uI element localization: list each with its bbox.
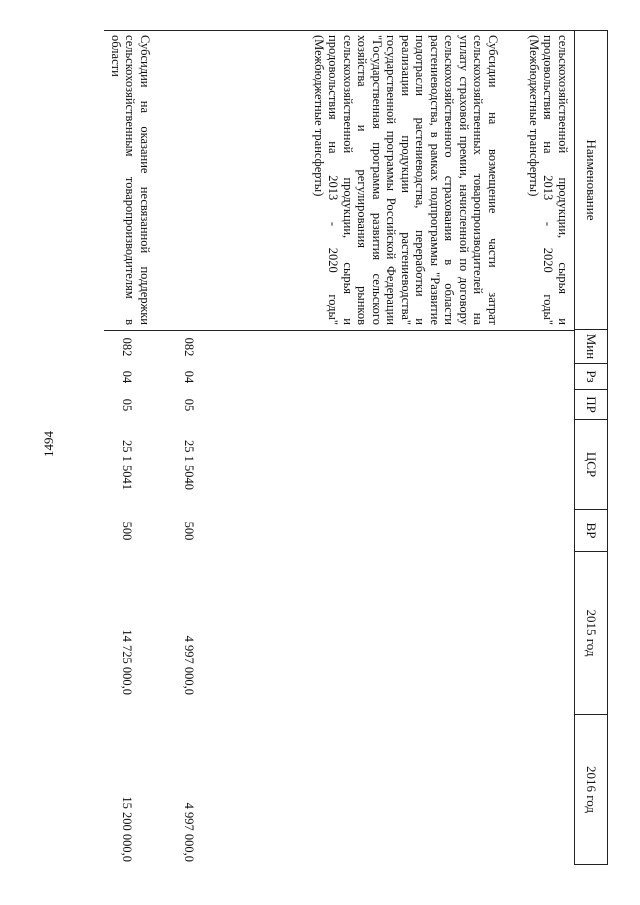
header-name: Наименование <box>574 30 608 330</box>
row-3-min: 082 <box>120 337 134 357</box>
row-2-2016: 4 997 000,0 <box>182 802 196 862</box>
row-3-vr: 500 <box>120 521 134 541</box>
header-pr: ПР <box>574 390 608 420</box>
row-2-rz: 04 <box>182 370 196 384</box>
row-1-name: сельскохозяйственной продукции, сырья и продовольствия на 2013 - 2020 годы" (Межбюджетные трансферты) <box>527 35 570 325</box>
row-3-2016: 15 200 000,0 <box>120 796 134 862</box>
row-3-rz: 04 <box>120 370 134 384</box>
column-rule <box>104 30 574 31</box>
header-vr: ВР <box>574 510 608 552</box>
row-3-2015: 14 725 000,0 <box>120 629 134 695</box>
header-2015: 2015 год <box>574 552 608 715</box>
header-2016: 2016 год <box>574 715 608 865</box>
row-2-pr: 05 <box>182 398 196 412</box>
budget-table <box>104 30 608 865</box>
row-3-pr: 05 <box>120 398 134 412</box>
column-rule <box>104 330 574 331</box>
page-number: 1494 <box>41 431 56 457</box>
row-2-csr: 25 1 5040 <box>182 440 196 490</box>
row-3-csr: 25 1 5041 <box>120 440 134 490</box>
header-rz: Рз <box>574 364 608 390</box>
header-min: Мин <box>574 330 608 364</box>
row-2-name: Субсидии на возмещение части затрат сельскохозяйственных товаропроизводителей на уплату страховой премии, начисленной по договору сельскохозяйственного страхования в области растениеводства, в рамках подпрограммы "Развитие подотрасли растениеводства, переработки и реализации продукции растениеводства" государственной программы Российской Федерации "Государственная программа развития сельского хозяйства и регулирования рынков сельскохозяйственной продукции, сырья и продовольствия на 2013 - 2020 годы" (Межбюджетные трансферты) <box>312 35 500 325</box>
row-3-name: Субсидии на оказание несвязанной поддержки сельскохозяйственным товаропроизводителям в области <box>109 35 152 325</box>
header-csr: ЦСР <box>574 420 608 510</box>
row-2-2015: 4 997 000,0 <box>182 635 196 695</box>
row-2-min: 082 <box>182 337 196 357</box>
rotated-page <box>104 30 608 865</box>
row-2-vr: 500 <box>182 521 196 541</box>
